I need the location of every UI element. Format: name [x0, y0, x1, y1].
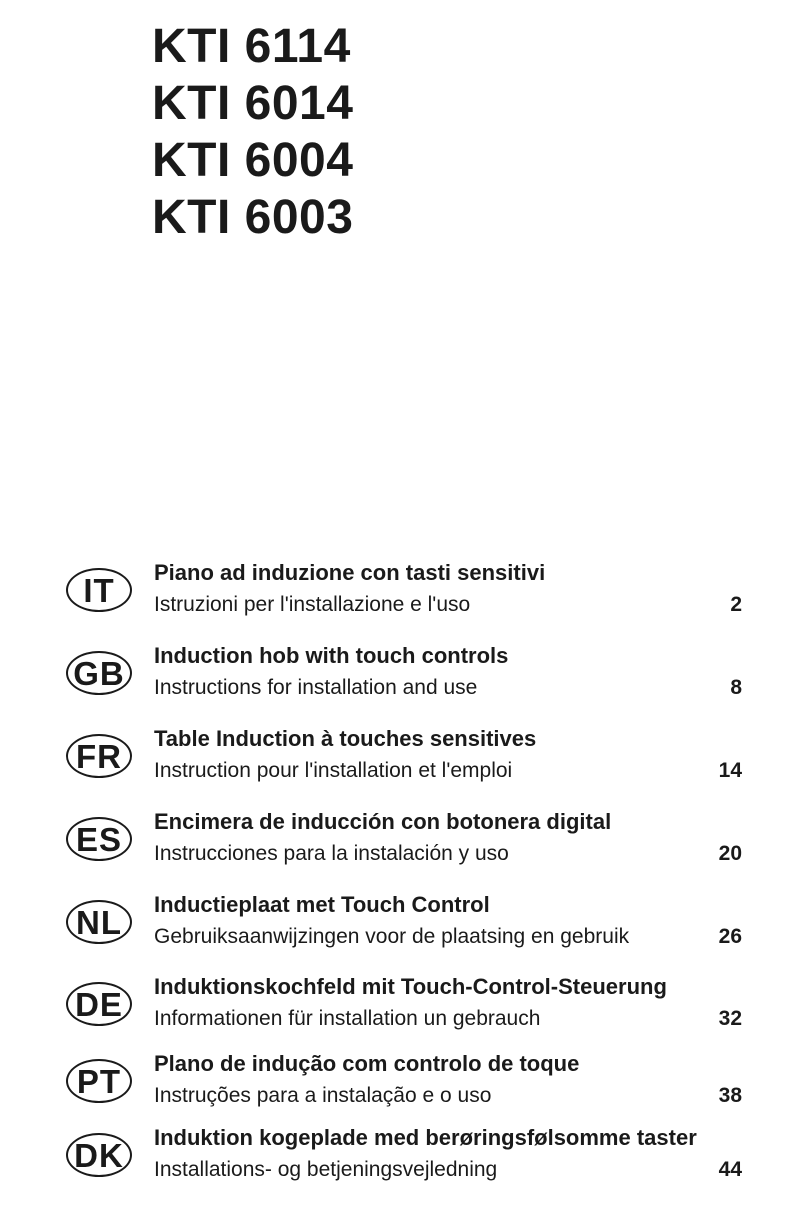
language-badge: NL: [66, 900, 132, 944]
page-number: 32: [718, 1007, 742, 1030]
language-entry-dk[interactable]: [0, 1125, 808, 1195]
page-number: 20: [718, 842, 742, 865]
page-number: 2: [730, 593, 742, 616]
entry-subtitle: Installations- og betjeningsvejledning: [154, 1158, 498, 1181]
language-entry-de[interactable]: [0, 974, 808, 1044]
model-number: KTI 6014: [152, 77, 354, 130]
page-number: 26: [718, 925, 742, 948]
entry-subtitle: Instruções para a instalação e o uso: [154, 1084, 492, 1107]
language-entry-pt[interactable]: [0, 1051, 808, 1121]
entry-subtitle: Instruction pour l'installation et l'emploi: [154, 759, 513, 782]
language-badge: GB: [66, 651, 132, 695]
language-badge: ES: [66, 817, 132, 861]
model-number: KTI 6003: [152, 191, 354, 244]
entry-title: Induktion kogeplade med berøringsfølsomme taster: [154, 1125, 697, 1150]
entry-subtitle: Istruzioni per l'installazione e l'uso: [154, 593, 471, 616]
model-number: KTI 6114: [152, 20, 351, 73]
language-badge: DE: [66, 982, 132, 1026]
entry-subtitle: Instrucciones para la instalación y uso: [154, 842, 509, 865]
language-entry-gb[interactable]: [0, 643, 808, 713]
entry-title: Table Induction à touches sensitives: [154, 726, 537, 751]
page-number: 44: [718, 1158, 742, 1181]
language-badge: FR: [66, 734, 132, 778]
entry-title: Induction hob with touch controls: [154, 643, 509, 668]
entry-subtitle: Informationen für installation un gebrauch: [154, 1007, 541, 1030]
language-entry-nl[interactable]: [0, 892, 808, 962]
entry-title: Induktionskochfeld mit Touch-Control-Steuerung: [154, 974, 667, 999]
entry-subtitle: Gebruiksaanwijzingen voor de plaatsing en gebruik: [154, 925, 630, 948]
entry-title: Inductieplaat met Touch Control: [154, 892, 490, 917]
entry-title: Piano ad induzione con tasti sensitivi: [154, 560, 546, 585]
page-number: 8: [730, 676, 742, 699]
model-number: KTI 6004: [152, 134, 354, 187]
language-entry-it[interactable]: [0, 560, 808, 630]
entry-title: Encimera de inducción con botonera digital: [154, 809, 612, 834]
page-number: 14: [718, 759, 742, 782]
language-entry-fr[interactable]: [0, 726, 808, 796]
entry-title: Plano de indução com controlo de toque: [154, 1051, 580, 1076]
language-badge: PT: [66, 1059, 132, 1103]
language-entry-es[interactable]: [0, 809, 808, 879]
language-badge: IT: [66, 568, 132, 612]
entry-subtitle: Instructions for installation and use: [154, 676, 478, 699]
page-number: 38: [718, 1084, 742, 1107]
language-badge: DK: [66, 1133, 132, 1177]
